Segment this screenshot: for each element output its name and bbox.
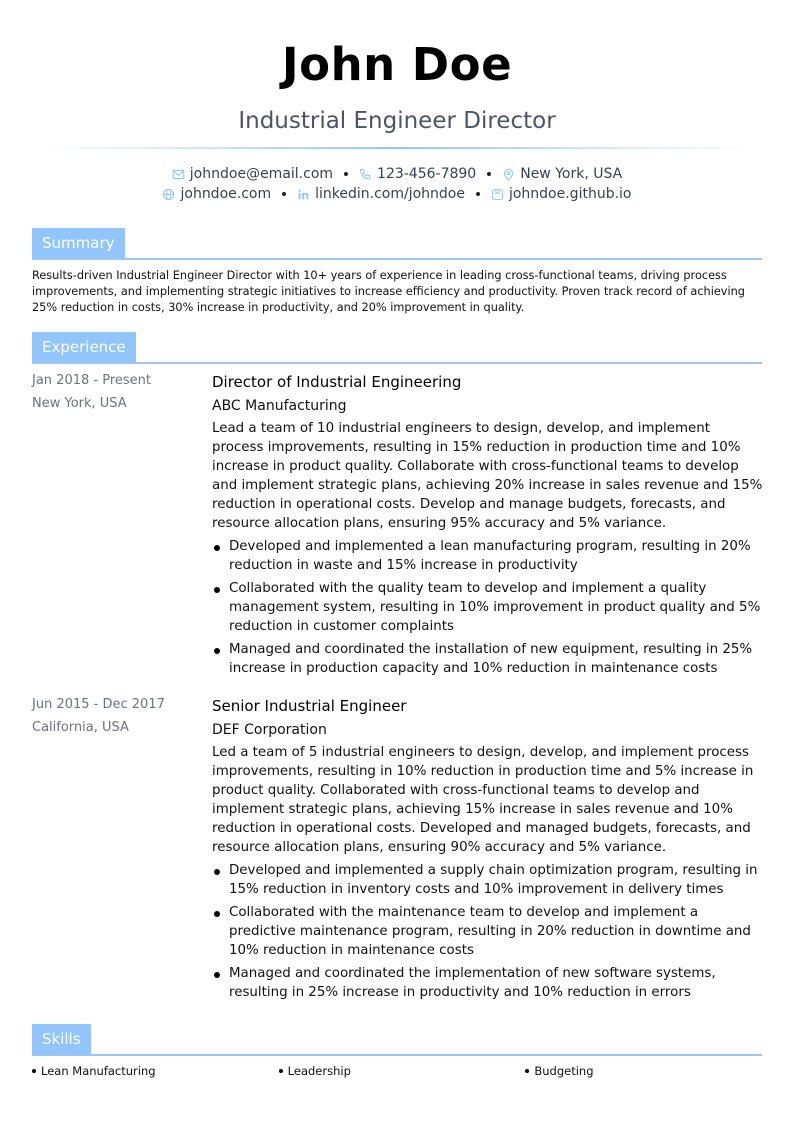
globe-icon: [162, 188, 175, 201]
experience-company: DEF Corporation: [212, 722, 327, 738]
experience-bullet-text: Developed and implemented a lean manufacturing program, resulting in 20% reduction in waste and 15% increase in productivity: [229, 539, 751, 573]
github-icon: [491, 188, 504, 201]
linkedin-icon: [297, 188, 310, 201]
skill-item: [32, 1064, 279, 1078]
experience-bullet: [212, 964, 764, 1002]
bullet-dot: [214, 648, 220, 654]
skill-item: [279, 1064, 526, 1078]
separator-dot: [282, 192, 286, 196]
skills-section-header: [32, 1024, 762, 1056]
contact-phone-text: 123-456-7890: [377, 166, 477, 182]
contact-linkedin[interactable]: [297, 186, 465, 202]
resume-job-title: Industrial Engineer Director: [238, 108, 556, 134]
experience-role: Director of Industrial Engineering: [212, 373, 462, 391]
experience-details: [212, 697, 764, 1006]
contact-website-text: johndoe.com: [180, 186, 272, 202]
experience-description: Led a team of 5 industrial engineers to design, develop, and implement process improvements, resulting in 10% reduction in production time and 5% increase in product quality. Collaborated with cross-functional teams to develop and implement strategic plans, achieving 15% increase in sales revenue and 10% reduction in operational costs. Developed and managed budgets, forecasts, and resource allocation plans, ensuring 90% accuracy and 5% variance.: [212, 745, 754, 855]
experience-role: Senior Industrial Engineer: [212, 697, 407, 715]
experience-bullet: [212, 537, 764, 575]
experience-company: ABC Manufacturing: [212, 398, 347, 414]
experience-dates: Jun 2015 - Dec 2017: [32, 697, 165, 712]
skill-text: Lean Manufacturing: [41, 1064, 156, 1078]
experience-details: [212, 373, 764, 682]
contact-row-1: [0, 166, 794, 182]
experience-bullet-text: Managed and coordinated the installation of new equipment, resulting in 25% increase in production capacity and 10% reduction in maintenance costs: [229, 642, 753, 676]
contact-phone[interactable]: [359, 166, 476, 182]
experience-location: New York, USA: [32, 396, 127, 411]
skill-text: Leadership: [287, 1064, 351, 1078]
contact-github-text: johndoe.github.io: [508, 186, 632, 202]
phone-icon: [359, 168, 372, 181]
map-pin-icon: [502, 168, 515, 181]
contact-website[interactable]: [162, 186, 271, 202]
experience-bullet-text: Developed and implemented a supply chain optimization program, resulting in 15% reduction in inventory costs and 10% improvement in delivery times: [229, 863, 758, 897]
bullet-dot: [214, 587, 220, 593]
contact-location-text: New York, USA: [520, 166, 623, 182]
skills-list: [32, 1064, 772, 1078]
bullet-dot: [214, 545, 220, 551]
bullet-dot: [214, 869, 220, 875]
title-divider: [40, 147, 754, 149]
separator-dot: [487, 172, 491, 176]
experience-bullet-text: Collaborated with the maintenance team to develop and implement a predictive maintenance program, resulting in 20% reduction in downtime and 10% reduction in maintenance costs: [229, 905, 751, 958]
experience-bullet: [212, 579, 764, 636]
summary-heading: Summary: [32, 228, 125, 258]
experience-location: California, USA: [32, 720, 129, 735]
summary-text: Results-driven Industrial Engineer Director with 10+ years of experience in leading cross-functional teams, driving process improvements, and implementing strategic initiatives to increase efficiency and productivity. Proven track record of achieving 25% reduction in costs, 30% increase in productivity, and 20% improvement in quality.: [32, 269, 745, 314]
experience-bullet: [212, 861, 764, 899]
experience-bullets: [212, 537, 764, 678]
bullet-dot: [525, 1069, 529, 1073]
bullet-dot: [279, 1069, 283, 1073]
experience-bullet-text: Managed and coordinated the implementation of new software systems, resulting in 25% increase in productivity and 10% reduction in errors: [229, 966, 716, 1000]
summary-section-header: [32, 228, 762, 260]
separator-dot: [476, 192, 480, 196]
resume-name: John Doe: [281, 38, 513, 91]
contact-row-2: [0, 186, 794, 202]
contact-location: [502, 166, 622, 182]
contact-email[interactable]: [172, 166, 333, 182]
experience-bullets: [212, 861, 764, 1002]
skills-heading: Skills: [32, 1024, 91, 1054]
experience-bullet-text: Collaborated with the quality team to develop and implement a quality management system, resulting in 10% improvement in product quality and 5% reduction in customer complaints: [229, 581, 761, 634]
separator-dot: [344, 172, 348, 176]
bullet-dot: [214, 911, 220, 917]
experience-heading: Experience: [32, 332, 136, 362]
experience-description: Lead a team of 10 industrial engineers to design, develop, and implement process improvements, resulting in 15% reduction in production time and 10% increase in product quality. Collaborate with cross-functional teams to develop and implement strategic plans, achieving 20% increase in sales revenue and 15% reduction in operational costs. Develop and manage budgets, forecasts, and resource allocation plans, ensuring 95% accuracy and 5% variance.: [212, 421, 763, 531]
experience-bullet: [212, 640, 764, 678]
bullet-dot: [32, 1069, 36, 1073]
experience-bullet: [212, 903, 764, 960]
contact-github[interactable]: [491, 186, 632, 202]
contact-email-text: johndoe@email.com: [189, 166, 334, 182]
contact-linkedin-text: linkedin.com/johndoe: [315, 186, 465, 202]
envelope-icon: [172, 168, 185, 181]
experience-dates: Jan 2018 - Present: [32, 373, 151, 388]
skill-text: Budgeting: [534, 1064, 594, 1078]
experience-section-header: [32, 332, 762, 364]
skill-item: [525, 1064, 772, 1078]
bullet-dot: [214, 972, 220, 978]
